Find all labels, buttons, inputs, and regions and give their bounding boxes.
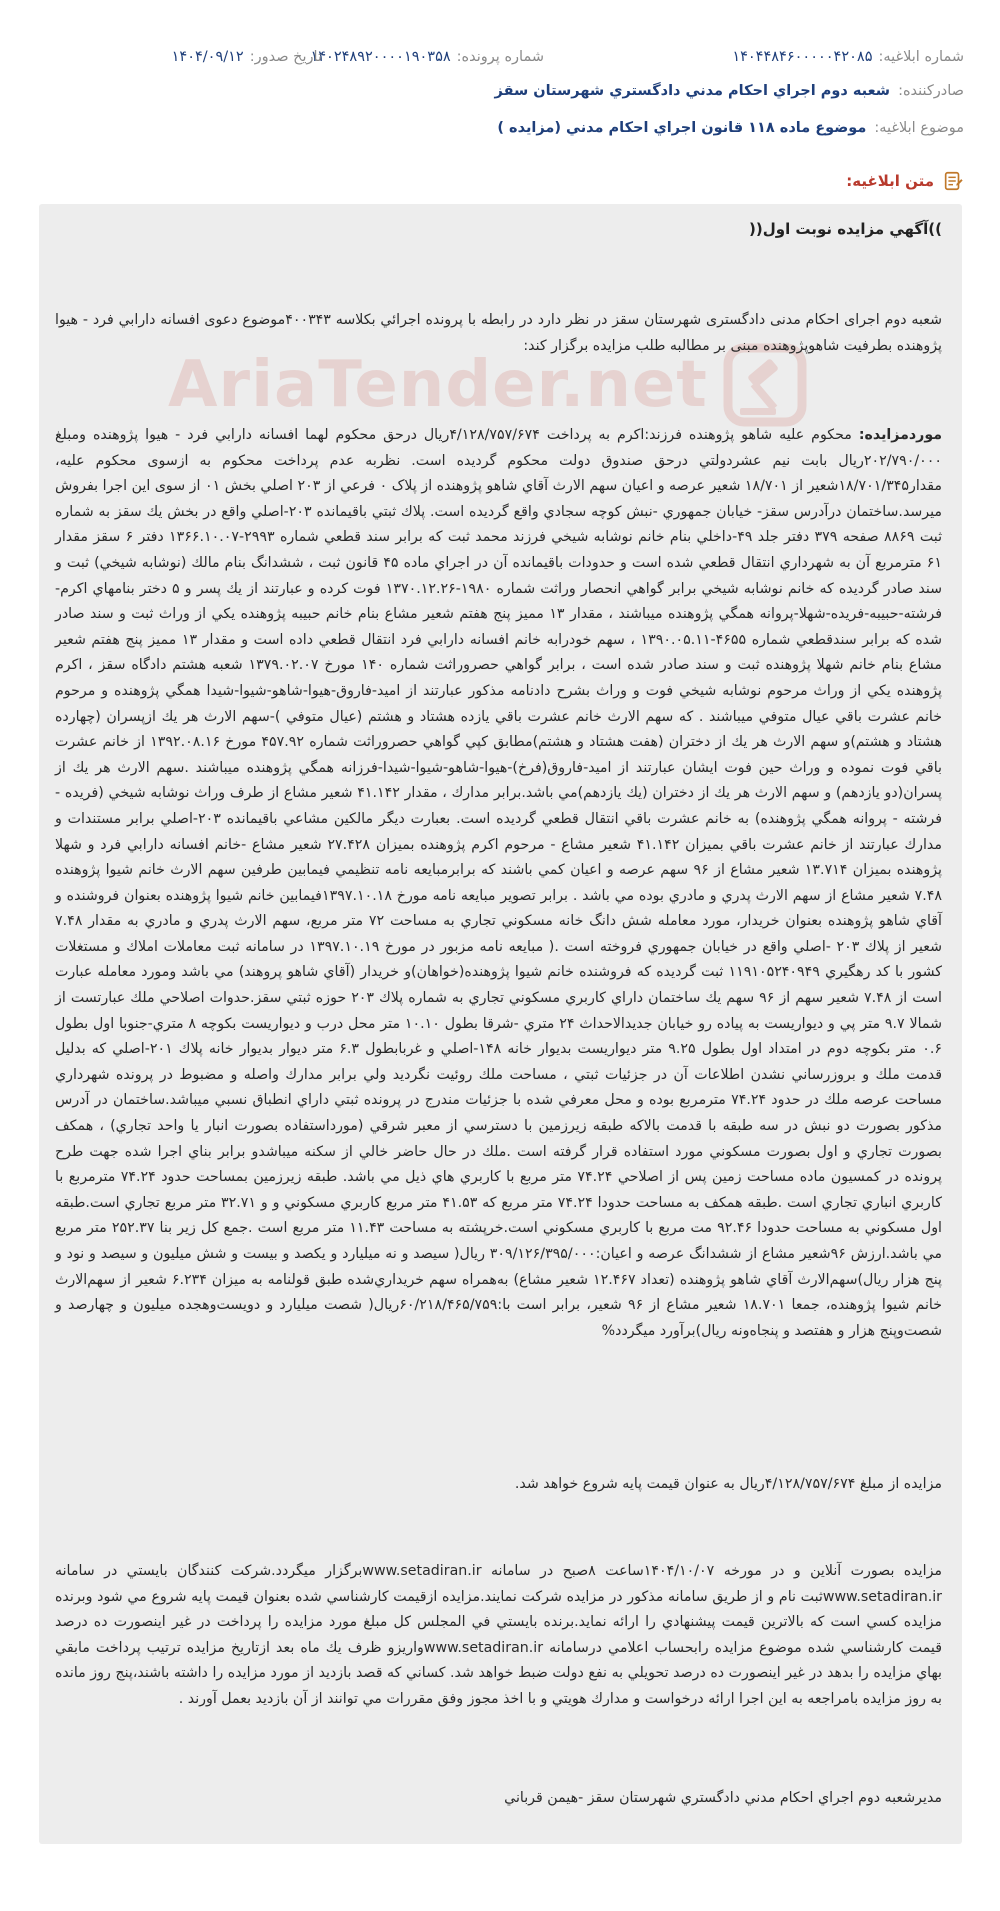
notice-number: شماره ابلاغيه: ۱۴۰۴۴۸۴۶۰۰۰۰۰۴۲۰۸۵: [732, 49, 964, 65]
auction-subject-text: محكوم عليه شاهو پژوهنده فرزند:اکرم به پرداخت ۴/۱۲۸/۷۵۷/۶۷۴ريال درحق محكوم لهما افسانه دارابي فرد - هيوا پژوهنده ومبلغ ۲۰۲/۷۹۰/۰۰۰ريال بابت نيم عشردولتي درحق صندوق دولت محکوم گرديده است. نظربه عدم پرداخت محكوم به ازسوی محكوم عليه، مقدار۱۸/۷۰۱/۳۴۵شعير از ۱۸/۷۰۱ شعير عرصه و اعيان سهم الارث آقاي شاهو پژوهنده از پلاک ۰ فرعي از ۲۰۳ اصلي بخش ۰۱ از سوی این اجرا بفروش میرسد.ساختمان درآدرس سقز- خيابان جمهوري -نبش كوچه سجادي واقع گرديده است. پلاك ثبتي باقيمانده ۲۰۳-اصلي واقع در بخش يك سقز به شماره ثبت ۸۸۶۹ صفحه ۳۷۹ دفتر جلد ۴۹-داخلي بنام خانم نوشابه شيخي فرزند محمد ثبت كه برابر سند قطعي شماره ۲۹۹۳-۱۳۶۶.۱۰.۰۷ دفتر ۶ سقز مقدار ۶۱ مترمربع آن به شهرداري انتقال قطعي شده است و حدودات باقيمانده آن در اجراي ماده ۴۵ قانون ثبت ، ششدانگ بنام مالك (نوشابه شيخي) ثبت و سند صادر گرديده كه خانم نوشابه شيخي برابر گواهي انحصار وراثت شماره ۱۹۸۰-۱۳۷۰.۱۲.۲۶ فوت كرده و عبارتند از يك پسر و ۵ دختر بنامهاي اكرم-فرشته-حبيبه-فريده-شهلا-پروانه همگي پژوهنده ميباشند ، مقدار ۱۳ مميز پنج هفتم شعير مشاع بنام خانم حبيبه پژوهنده يكي از وراث ثبت و سند صادر شده كه برابر سندقطعي شماره ۴۶۵۵-۱۳۹۰.۰۵.۱۱ ، سهم خودرابه خانم افسانه دارابي فرد انتقال قطعي داده است و مقدار ۱۳ مميز پنج هفتم شعير مشاع بنام خانم شهلا پژوهنده ثبت و سند صادر شده است ، برابر گواهي حصروراثت شماره ۱۴۰ مورخ ۱۳۷۹.۰۲.۰۷ شعبه هشتم دادگاه سقز ، اكرم پژوهنده يكي از وراث مرحوم نوشابه شيخي فوت و وراث بشرح دادنامه مذكور عبارتند از اميد-فاروق-هيوا-شاهو-شيوا-شيدا همگي پژوهنده و مرحوم خانم عشرت باقي عيال متوفي ميباشند . كه سهم الارث خانم عشرت باقي يازده هشتاد و هشتم (عيال متوفي )-سهم الارث هر يك ازپسران (چهارده هشتاد و هشتم)و سهم الارث هر يك از دختران (هفت هشتاد و هشتم)مطابق كپي گواهي حصروراثت شماره ۴۵۷.۹۲ مورخ ۱۳۹۲.۰۸.۱۶ از خانم عشرت باقي فوت نموده و وراث حين فوت ايشان عبارتند از اميد-فاروق(فرخ)-هيوا-شاهو-شيوا-شيدا-فرزانه همگي پژوهنده ميباشند .سهم الارث هر يك از پسران(دو يازدهم) و سهم الارث هر يك از دختران (يك يازدهم)مي باشد.برابر مدارك ، مقدار ۴۱.۱۴۲ شعير مشاع از طرف وراث نوشابه شيخي (فريده - فرشته - پروانه همگي پژوهنده) به خانم عشرت باقي انتقال قطعي گرديده است. بعبارت ديگر مالكين مشاعي باقيمانده ۲۰۳-اصلي برابر مستندات و مدارك عبارتند از خانم عشرت باقي بميزان ۴۱.۱۴۲ شعير مشاع - مرحوم اكرم پژوهنده بميزان ۲۷.۴۲۸ شعير مشاع -خانم افسانه دارابي فرد و شهلا پژوهنده بميزان ۱۳.۷۱۴ شعير مشاع از ۹۶ سهم عرصه و اعيان كمي باشند كه برابرمبايعه نامه تنظيمي فيمابين طرفين سهم الارث خانم شيوا پژوهنده ۷.۴۸ شعير مشاع از سهم الارث پدري و مادري بوده مي باشد . برابر تصوير مبايعه نامه مورخ ۱۳۹۷.۱۰.۱۸فيمابين خانم شيوا پژوهنده بعنوان فروشنده و آقاي شاهو پژوهنده بعنوان خريدار، مورد معامله شش دانگ خانه مسكوني تجاري به مساحت ۷۲ متر مربع، سهم الارث پدري و مادري به مقدار ۷.۴۸ شعير از پلاك ۲۰۳ -اصلي واقع در خيابان جمهوري فروخته است .( مبايعه نامه مزبور در مورخ ۱۳۹۷.۱۰.۱۹ در سامانه ثبت معاملات املاك و مستغلات كشور با كد رهگيري ۱۱۹۱۰۵۲۴۰۹۴۹ ثبت گرديده كه فروشنده خانم شيوا پژوهنده(خواهان)و خريدار (آقاي شاهو پروهند) مي باشد ومورد معامله عبارت است از ۷.۴۸ شعير سهم از ۹۶ سهم يك ساختمان داراي كاربري مسكوني تجاري به شماره پلاك ۲۰۳ حوزه ثبتي سقز.حدوات اصلاحي ملك عبارتست از شمالا ۹.۷ متر پي و ديواريست به پياده رو خيابان جديدالاحداث ۲۴ متري -شرقا بطول ۱۰.۱۰ متر محل درب و ديواريست بكوچه ۸ متري-جنوبا اول بطول ۰.۶ متر بكوچه دوم در امتداد اول بطول ۹.۲۵ متر ديواريست بديوار خانه ۱۴۸-اصلي و غربابطول ۶.۳ متر ديوار بديوار خانه پلاك ۲۰۱-اصلي كه بدليل قدمت ملك و بروزرساني نشدن اطلاعات آن در جزئيات ثبتي ، مساحت ملك روئيت نگرديد ولي برابر مدارك واصله و مضبوط در پرونده شهرداري مساحت عرصه ملك در حدود ۷۴.۲۴ مترمربع بوده و محل معرفي شده با جزئيات مندرج در پرونده ثبتي داراي انطباق نسبي ميباشد.ساختمان در آدرس مذكور بصورت دو نبش در سه طبقه با قدمت بالاكه طبقه زيرزمين با دسترسي از معبر شرقي (مورداستفاده بصورت انبار يا واحد تجاري) ، همكف بصورت تجاري و اول بصورت مسكوني مورد استفاده قرار گرفته است .ملك در حال حاضر خالي از سكنه ميباشدو برابر بناي اجرا شده جهت طرح پرونده در كمسيون ماده مساحت زمين پس از اصلاحي ۷۴.۲۴ متر مربع با كاربري هاي ذيل مي باشد. طبقه زيرزمين بمساحت حدود ۷۴.۲۴ مترمربع با كاربري انباري تجاري است .طبقه همكف به مساحت حدودا ۷۴.۲۴ متر مربع كه ۴۱.۵۳ متر مربع كاربري مسكوني و و ۳۲.۷۱ متر مربع تجاري است.طبقه اول مسكوني به مساحت حدودا ۹۲.۴۶ مت مربع با كاربري مسكوني است.خرپشته به مساحت ۱۱.۴۳ متر مربع است .جمع كل زير بنا ۲۵۲.۳۷ متر مربع مي باشد.ارزش ۹۶شعير مشاع از ششدانگ عرصه و اعيان:۳۰۹/۱۲۶/۳۹۵/۰۰۰ ريال( سيصد و نه ميليارد و يكصد و بيست و شش ميليون و سيصد و نود و پنج هزار ريال)سهم‌الارث آقاي شاهو پژوهنده (تعداد ۱۲.۴۶۷ شعير مشاع) به‌همراه سهم خريداري‌شده طبق قولنامه به ميزان ۶.۲۳۴ شعير از سهم‌الارث خانم شيوا پژوهنده، جمعا ۱۸.۷۰۱ شعير مشاع از ۹۶ شعير، برابر است با:۶۰/۲۱۸/۴۶۵/۷۵۹ريال( شصت ميليارد و دويست‌وهجده ميليون و چهارصد و شصت‌وپنج هزار و هفتصد و پنجاه‌ونه ريال)برآورد ميگردد%: [55, 427, 943, 1339]
auction-subject-paragraph: [55, 423, 942, 1344]
signature: مديرشعبه دوم اجراي احكام مدني دادگستري شهرستان سقز -هيمن قرباني: [504, 1790, 942, 1806]
subject-row: موضوع ابلاغيه: موضوع ماده ۱۱۸ قانون اجراي احكام مدني (مزايده ): [40, 117, 964, 139]
case-number: شماره پرونده: ۱۴۰۲۴۸۹۲۰۰۰۰۱۹۰۳۵۸: [310, 49, 544, 65]
online-auction-paragraph: مزايده بصورت آنلاين و در مورخه ۱۴۰۴/۱۰/۰۷ساعت ۸صبح در سامانه www.setadiran.irبرگزار ميگردد.شركت كنندگان بايستي در سامانه www.setadiran.irثبت نام و از طريق سامانه مذكور در مزايده شركت نمايند.مزايده ازقيمت كارشناسي شده بعنوان قيمت پايه شروع مي شود وبرنده مزايده كسي است كه بالاترين قيمت پيشنهادي را ارائه نمايد.برنده بايستي في المجلس كل مبلغ مورد مزايده را پرداخت در غير اينصورت ده درصد قيمت كارشناسي شده موضوع مزايده رابحساب اعلامي درسامانه www.setadiran.irواريزو ظرف يك ماه بعد ازتاريخ مزايده ترتيب پرداخت مابقي بهاي مزايده را بدهد در غير اينصورت ده درصد تحويلي به نفع دولت ضبط خواهد شد. كساني كه قصد بازديد از مورد مزايده را داشته باشند،پنج روز مانده به روز مزايده بامراجعه به اين اجرا ارائه درخواست و مدارك هويتي و با اخذ مجوز وفق مقررات مي توانند از آن بازديد بعمل آورند .: [55, 1563, 943, 1707]
issue-date: تاريخ صدور: ۱۴۰۴/۰۹/۱۲: [171, 49, 322, 65]
document-icon: [942, 170, 964, 192]
start-price-paragraph: مزايده از مبلغ ۴/۱۲۸/۷۵۷/۶۷۴ريال به عنوان قيمت پايه شروع خواهد شد.: [514, 1476, 942, 1492]
auction-title: ))آگهي مزايده نوبت اول((: [749, 220, 942, 238]
auction-subject-label: موردمزايده:: [858, 427, 942, 443]
intro-paragraph: شعبه دوم اجرای احکام مدنی دادگستری شهرستان سقز در نظر دارد در رابطه با پرونده اجرائي بكلاسه ۴۰۰۳۴۳موضوع دعوی افسانه دارابي فرد - هيوا پژوهنده بطرفيت شاهوپژوهنده مبنی بر مطالبه طلب مزايده برگزار كند:: [55, 312, 942, 354]
issuer-row: صادرکننده: شعبه دوم اجراي احکام مدني دادگستري شهرستان سقز: [40, 80, 964, 102]
issuer: شعبه دوم اجراي احکام مدني دادگستري شهرستان سقز: [494, 83, 891, 99]
notice-text-heading: متن ابلاغيه:: [846, 170, 964, 192]
subject: موضوع ماده ۱۱۸ قانون اجراي احكام مدني (مزايده ): [497, 120, 867, 136]
